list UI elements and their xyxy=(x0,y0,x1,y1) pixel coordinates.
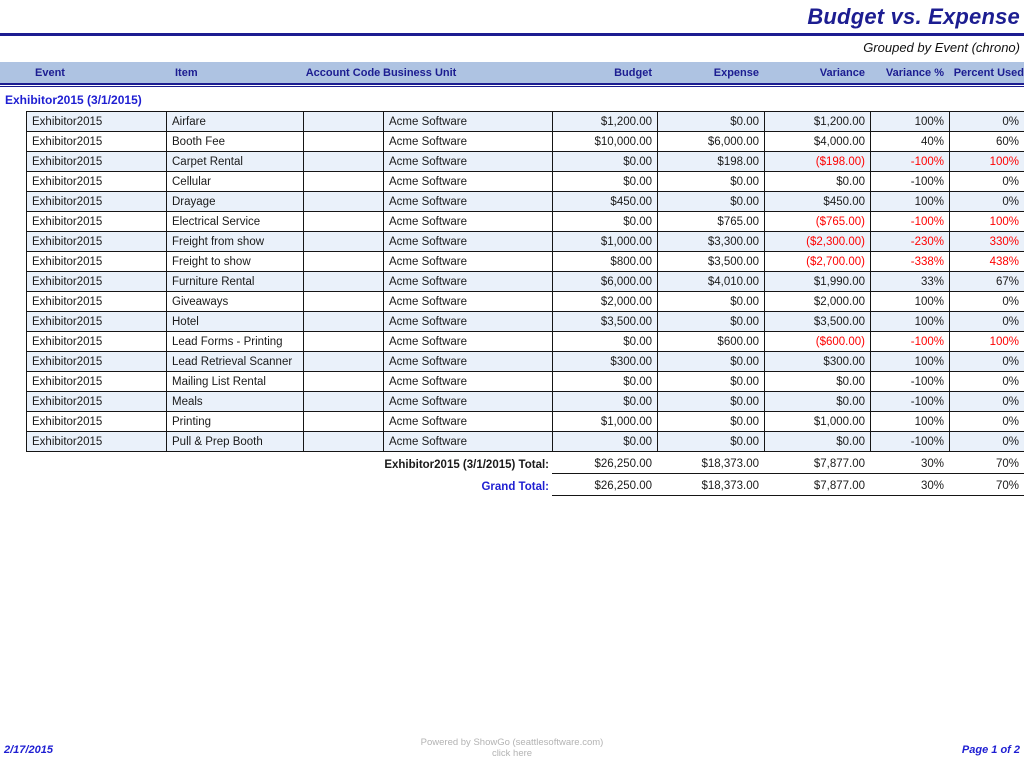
cell-budget: $10,000.00 xyxy=(553,132,658,152)
cell-variance-pct: -100% xyxy=(871,172,950,192)
cell-item: Electrical Service xyxy=(167,212,304,232)
footer-center xyxy=(0,737,1024,759)
group-total-budget: $26,250.00 xyxy=(594,458,652,470)
cell-variance: $0.00 xyxy=(765,372,871,392)
cell-variance: ($765.00) xyxy=(765,212,871,232)
cell-account-code xyxy=(304,212,384,232)
cell-variance: ($198.00) xyxy=(765,152,871,172)
cell-variance-pct: 100% xyxy=(871,312,950,332)
cell-budget: $1,000.00 xyxy=(553,412,658,432)
cell-variance-pct: 100% xyxy=(871,112,950,132)
cell-account-code xyxy=(304,272,384,292)
cell-variance: $450.00 xyxy=(765,192,871,212)
cell-business-unit: Acme Software xyxy=(384,272,553,292)
cell-percent-used: 0% xyxy=(950,432,1024,452)
page-footer xyxy=(0,735,1024,759)
cell-event: Exhibitor2015 xyxy=(27,232,167,252)
cell-expense: $198.00 xyxy=(658,152,765,172)
table-row xyxy=(27,432,1024,452)
cell-item: Printing xyxy=(167,412,304,432)
cell-item: Giveaways xyxy=(167,292,304,312)
cell-business-unit: Acme Software xyxy=(384,332,553,352)
cell-variance: $3,500.00 xyxy=(765,312,871,332)
cell-expense: $3,300.00 xyxy=(658,232,765,252)
cell-percent-used: 0% xyxy=(950,352,1024,372)
cell-account-code xyxy=(304,432,384,452)
cell-event: Exhibitor2015 xyxy=(27,192,167,212)
cell-variance-pct: -100% xyxy=(871,392,950,412)
column-header-event: Event xyxy=(35,66,65,79)
table-row xyxy=(27,232,1024,252)
cell-expense: $600.00 xyxy=(658,332,765,352)
cell-business-unit: Acme Software xyxy=(384,112,553,132)
cell-expense: $0.00 xyxy=(658,312,765,332)
cell-percent-used: 438% xyxy=(950,252,1024,272)
cell-expense: $6,000.00 xyxy=(658,132,765,152)
cell-percent-used: 0% xyxy=(950,412,1024,432)
cell-business-unit: Acme Software xyxy=(384,432,553,452)
cell-event: Exhibitor2015 xyxy=(27,252,167,272)
cell-variance-pct: 40% xyxy=(871,132,950,152)
powered-by-text: Powered by ShowGo (seattlesoftware.com) xyxy=(420,737,604,748)
table-row xyxy=(27,172,1024,192)
cell-budget: $0.00 xyxy=(553,372,658,392)
cell-expense: $0.00 xyxy=(658,292,765,312)
cell-item: Pull & Prep Booth xyxy=(167,432,304,452)
cell-event: Exhibitor2015 xyxy=(27,352,167,372)
cell-percent-used: 0% xyxy=(950,292,1024,312)
cell-budget: $450.00 xyxy=(553,192,658,212)
cell-event: Exhibitor2015 xyxy=(27,132,167,152)
cell-variance-pct: 100% xyxy=(871,412,950,432)
page-title: Budget vs. Expense xyxy=(807,4,1020,29)
cell-budget: $3,500.00 xyxy=(553,312,658,332)
cell-business-unit: Acme Software xyxy=(384,212,553,232)
grand-total-values xyxy=(552,475,1024,496)
cell-variance: $1,990.00 xyxy=(765,272,871,292)
cell-event: Exhibitor2015 xyxy=(27,432,167,452)
footer-date: 2/17/2015 xyxy=(4,744,53,756)
cell-item: Freight to show xyxy=(167,252,304,272)
page-number: Page 1 of 2 xyxy=(961,744,1020,756)
grand-total-row xyxy=(0,475,1024,496)
cell-item: Lead Retrieval Scanner xyxy=(167,352,304,372)
cell-variance: ($2,300.00) xyxy=(765,232,871,252)
cell-variance-pct: -100% xyxy=(871,332,950,352)
cell-variance: $1,200.00 xyxy=(765,112,871,132)
cell-percent-used: 100% xyxy=(950,152,1024,172)
cell-account-code xyxy=(304,172,384,192)
grand-total-percent-used: 70% xyxy=(995,480,1019,492)
cell-expense: $0.00 xyxy=(658,432,765,452)
group-total-row xyxy=(0,453,1024,474)
cell-account-code xyxy=(304,152,384,172)
cell-variance: $2,000.00 xyxy=(765,292,871,312)
cell-account-code xyxy=(304,392,384,412)
cell-expense: $0.00 xyxy=(658,172,765,192)
group-total-expense: $18,373.00 xyxy=(701,458,759,470)
cell-percent-used: 0% xyxy=(950,192,1024,212)
table-row xyxy=(27,332,1024,352)
cell-budget: $0.00 xyxy=(553,432,658,452)
click-here-link[interactable]: click here xyxy=(491,748,533,759)
cell-item: Hotel xyxy=(167,312,304,332)
cell-variance-pct: 100% xyxy=(871,292,950,312)
cell-business-unit: Acme Software xyxy=(384,152,553,172)
cell-expense: $0.00 xyxy=(658,412,765,432)
cell-business-unit: Acme Software xyxy=(384,392,553,412)
cell-variance: $300.00 xyxy=(765,352,871,372)
column-header-underline xyxy=(0,86,1024,87)
cell-item: Lead Forms - Printing xyxy=(167,332,304,352)
cell-variance: ($600.00) xyxy=(765,332,871,352)
cell-account-code xyxy=(304,372,384,392)
cell-expense: $3,500.00 xyxy=(658,252,765,272)
cell-business-unit: Acme Software xyxy=(384,232,553,252)
table-row xyxy=(27,272,1024,292)
cell-account-code xyxy=(304,252,384,272)
table-row xyxy=(27,352,1024,372)
cell-variance: $4,000.00 xyxy=(765,132,871,152)
cell-percent-used: 0% xyxy=(950,112,1024,132)
cell-item: Furniture Rental xyxy=(167,272,304,292)
cell-business-unit: Acme Software xyxy=(384,132,553,152)
table-row xyxy=(27,252,1024,272)
cell-budget: $1,200.00 xyxy=(553,112,658,132)
cell-variance-pct: -230% xyxy=(871,232,950,252)
column-header-account-code: Account Code xyxy=(305,66,381,79)
cell-expense: $0.00 xyxy=(658,112,765,132)
cell-percent-used: 0% xyxy=(950,312,1024,332)
cell-event: Exhibitor2015 xyxy=(27,112,167,132)
cell-item: Meals xyxy=(167,392,304,412)
group-total-variance-pct: 30% xyxy=(920,458,944,470)
column-header-item: Item xyxy=(175,66,198,79)
cell-business-unit: Acme Software xyxy=(384,312,553,332)
table-row xyxy=(27,372,1024,392)
cell-budget: $2,000.00 xyxy=(553,292,658,312)
cell-event: Exhibitor2015 xyxy=(27,212,167,232)
cell-account-code xyxy=(304,312,384,332)
cell-account-code xyxy=(304,132,384,152)
cell-business-unit: Acme Software xyxy=(384,292,553,312)
table-body xyxy=(27,112,1024,452)
cell-account-code xyxy=(304,292,384,312)
cell-business-unit: Acme Software xyxy=(384,172,553,192)
column-header-variance-pct: Variance % xyxy=(885,66,944,79)
cell-item: Drayage xyxy=(167,192,304,212)
cell-variance-pct: -100% xyxy=(871,372,950,392)
cell-event: Exhibitor2015 xyxy=(27,332,167,352)
cell-expense: $0.00 xyxy=(658,392,765,412)
cell-expense: $765.00 xyxy=(658,212,765,232)
cell-business-unit: Acme Software xyxy=(384,352,553,372)
cell-business-unit: Acme Software xyxy=(384,192,553,212)
cell-business-unit: Acme Software xyxy=(384,372,553,392)
cell-percent-used: 60% xyxy=(950,132,1024,152)
title-row xyxy=(0,0,1024,30)
cell-account-code xyxy=(304,412,384,432)
table-row xyxy=(27,132,1024,152)
cell-item: Cellular xyxy=(167,172,304,192)
cell-budget: $300.00 xyxy=(553,352,658,372)
cell-budget: $0.00 xyxy=(553,152,658,172)
cell-budget: $0.00 xyxy=(553,212,658,232)
cell-event: Exhibitor2015 xyxy=(27,312,167,332)
cell-variance: $0.00 xyxy=(765,432,871,452)
table-row xyxy=(27,312,1024,332)
cell-percent-used: 0% xyxy=(950,392,1024,412)
column-header-row xyxy=(0,62,1024,85)
column-header-budget: Budget xyxy=(614,66,652,79)
group-heading: Exhibitor2015 (3/1/2015) xyxy=(5,93,142,107)
table-row xyxy=(27,212,1024,232)
table-row xyxy=(27,412,1024,432)
cell-percent-used: 0% xyxy=(950,172,1024,192)
column-header-variance: Variance xyxy=(819,66,865,79)
column-header-business-unit: Business Unit xyxy=(383,66,457,79)
cell-variance-pct: 33% xyxy=(871,272,950,292)
grand-total-expense: $18,373.00 xyxy=(701,480,759,492)
cell-event: Exhibitor2015 xyxy=(27,392,167,412)
cell-event: Exhibitor2015 xyxy=(27,272,167,292)
cell-expense: $0.00 xyxy=(658,192,765,212)
cell-event: Exhibitor2015 xyxy=(27,372,167,392)
group-total-variance: $7,877.00 xyxy=(813,458,865,470)
column-header-percent-used: Percent Used xyxy=(953,66,1024,79)
cell-budget: $0.00 xyxy=(553,172,658,192)
cell-item: Airfare xyxy=(167,112,304,132)
cell-expense: $0.00 xyxy=(658,352,765,372)
group-total-percent-used: 70% xyxy=(995,458,1019,470)
cell-percent-used: 100% xyxy=(950,212,1024,232)
cell-variance: $0.00 xyxy=(765,172,871,192)
cell-account-code xyxy=(304,352,384,372)
table-row xyxy=(27,152,1024,172)
cell-account-code xyxy=(304,192,384,212)
cell-account-code xyxy=(304,112,384,132)
grand-total-variance: $7,877.00 xyxy=(813,480,865,492)
cell-variance-pct: -100% xyxy=(871,432,950,452)
cell-variance-pct: -338% xyxy=(871,252,950,272)
cell-percent-used: 330% xyxy=(950,232,1024,252)
report-subtitle: Grouped by Event (chrono) xyxy=(863,40,1020,55)
cell-expense: $0.00 xyxy=(658,372,765,392)
cell-item: Mailing List Rental xyxy=(167,372,304,392)
cell-expense: $4,010.00 xyxy=(658,272,765,292)
cell-item: Carpet Rental xyxy=(167,152,304,172)
cell-budget: $800.00 xyxy=(553,252,658,272)
cell-item: Booth Fee xyxy=(167,132,304,152)
cell-variance: ($2,700.00) xyxy=(765,252,871,272)
cell-event: Exhibitor2015 xyxy=(27,172,167,192)
grand-total-variance-pct: 30% xyxy=(920,480,944,492)
cell-variance-pct: 100% xyxy=(871,192,950,212)
cell-item: Freight from show xyxy=(167,232,304,252)
table-row xyxy=(27,292,1024,312)
cell-event: Exhibitor2015 xyxy=(27,292,167,312)
cell-variance-pct: 100% xyxy=(871,352,950,372)
budget-expense-table xyxy=(26,111,1024,452)
table-row xyxy=(27,192,1024,212)
grand-total-budget: $26,250.00 xyxy=(594,480,652,492)
cell-account-code xyxy=(304,332,384,352)
group-total-values xyxy=(552,453,1024,474)
column-header-band xyxy=(0,62,1024,87)
table-row xyxy=(27,392,1024,412)
column-header-expense: Expense xyxy=(713,66,759,79)
cell-business-unit: Acme Software xyxy=(384,412,553,432)
cell-variance: $1,000.00 xyxy=(765,412,871,432)
group-total-label: Exhibitor2015 (3/1/2015) Total: xyxy=(384,459,549,471)
cell-budget: $0.00 xyxy=(553,332,658,352)
cell-business-unit: Acme Software xyxy=(384,252,553,272)
cell-variance: $0.00 xyxy=(765,392,871,412)
cell-variance-pct: -100% xyxy=(871,152,950,172)
cell-event: Exhibitor2015 xyxy=(27,412,167,432)
table-row xyxy=(27,112,1024,132)
cell-event: Exhibitor2015 xyxy=(27,152,167,172)
cell-budget: $0.00 xyxy=(553,392,658,412)
cell-budget: $6,000.00 xyxy=(553,272,658,292)
cell-percent-used: 67% xyxy=(950,272,1024,292)
subtitle-row xyxy=(0,36,1024,57)
cell-percent-used: 0% xyxy=(950,372,1024,392)
cell-budget: $1,000.00 xyxy=(553,232,658,252)
cell-account-code xyxy=(304,232,384,252)
cell-percent-used: 100% xyxy=(950,332,1024,352)
cell-variance-pct: -100% xyxy=(871,212,950,232)
grand-total-label: Grand Total: xyxy=(481,481,549,493)
